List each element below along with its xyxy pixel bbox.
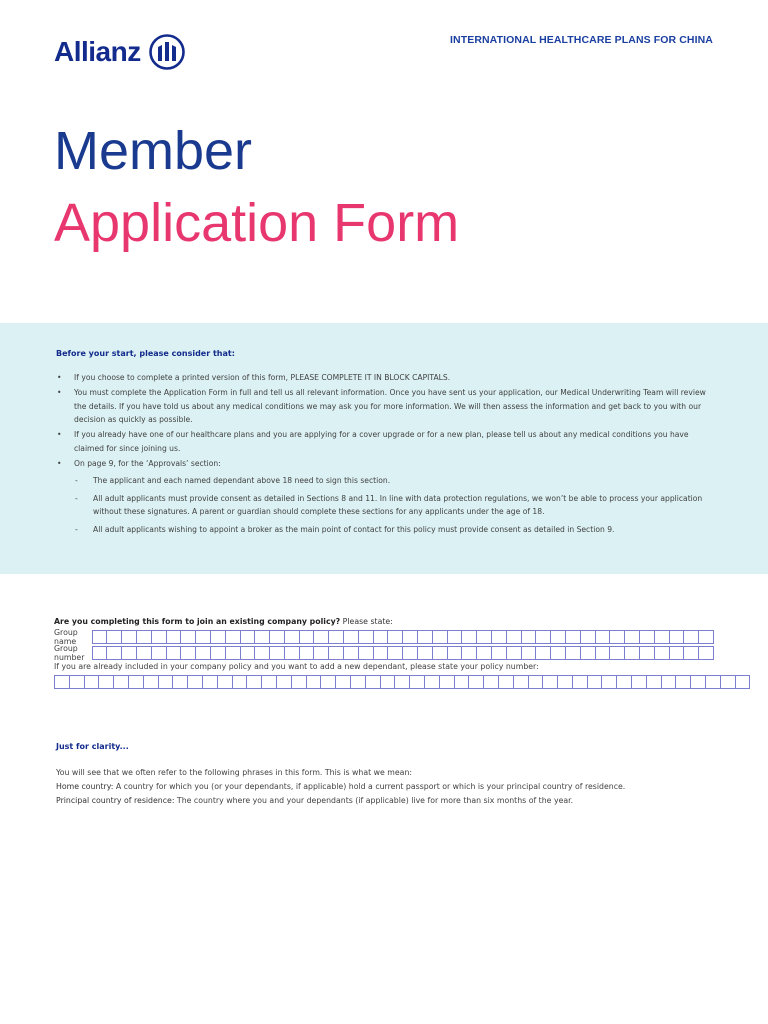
char-box[interactable] [85, 675, 100, 689]
char-box[interactable] [388, 630, 403, 644]
group-number-row [54, 645, 714, 660]
clarity-heading: Just for clarity... [56, 742, 129, 751]
residence-text: The country where you and your dependants (if applicable) live for more than six months of the year. [174, 796, 574, 805]
char-box[interactable] [676, 675, 691, 689]
policy-number-label: If you are already included in your company policy and you want to add a new dependant, please state your policy number: [54, 662, 539, 671]
char-box[interactable] [255, 630, 270, 644]
char-box[interactable] [241, 646, 256, 660]
char-box[interactable] [492, 630, 507, 644]
char-box[interactable] [706, 675, 721, 689]
char-box[interactable] [536, 630, 551, 644]
group-number-field[interactable] [92, 646, 714, 660]
char-box[interactable] [167, 630, 182, 644]
char-box[interactable] [418, 646, 433, 660]
char-box[interactable] [625, 630, 640, 644]
char-box[interactable] [167, 646, 182, 660]
char-box[interactable] [181, 630, 196, 644]
char-box[interactable] [499, 675, 514, 689]
group-name-label: Group name [54, 627, 78, 646]
char-box[interactable] [536, 646, 551, 660]
char-box[interactable] [122, 630, 137, 644]
char-box[interactable] [721, 675, 736, 689]
char-box[interactable] [137, 646, 152, 660]
char-box[interactable] [507, 646, 522, 660]
char-box[interactable] [543, 675, 558, 689]
char-box[interactable] [226, 630, 241, 644]
consider-bullet: • If you choose to complete a printed version of this form, PLEASE COMPLETE IT IN BLOCK CAPITALS. [56, 371, 712, 385]
char-box[interactable] [93, 646, 108, 660]
char-box[interactable] [114, 675, 129, 689]
approvals-item: - All adult applicants must provide consent as detailed in Sections 8 and 11. In line with data protection regulations, we won’t be able to process your application without these signatures. A parent or guardian should complete these sections for any applicants under the age of 18. [74, 492, 712, 519]
char-box[interactable] [699, 630, 714, 644]
char-box[interactable] [255, 646, 270, 660]
char-box[interactable] [329, 646, 344, 660]
char-box[interactable] [440, 675, 455, 689]
char-box[interactable] [662, 675, 677, 689]
char-box[interactable] [366, 675, 381, 689]
char-box[interactable] [462, 646, 477, 660]
char-box[interactable] [344, 646, 359, 660]
group-number-label: Group number [54, 643, 85, 662]
char-box[interactable] [152, 630, 167, 644]
char-box[interactable] [433, 630, 448, 644]
char-box[interactable] [374, 630, 389, 644]
char-box[interactable] [196, 630, 211, 644]
char-box[interactable] [247, 675, 262, 689]
char-box[interactable] [99, 675, 114, 689]
char-box[interactable] [359, 630, 374, 644]
char-box[interactable] [388, 646, 403, 660]
char-box[interactable] [374, 646, 389, 660]
char-box[interactable] [670, 646, 685, 660]
char-box[interactable] [507, 630, 522, 644]
title-application-form: Application Form [54, 193, 460, 253]
residence-definition [56, 794, 716, 808]
char-box[interactable] [588, 675, 603, 689]
char-box[interactable] [351, 675, 366, 689]
char-box[interactable] [270, 630, 285, 644]
char-box[interactable] [625, 646, 640, 660]
approvals-sublist [74, 474, 712, 536]
char-box[interactable] [181, 646, 196, 660]
char-box[interactable] [566, 630, 581, 644]
char-box[interactable] [655, 646, 670, 660]
char-box[interactable] [403, 630, 418, 644]
char-box[interactable] [566, 646, 581, 660]
char-box[interactable] [477, 646, 492, 660]
char-box[interactable] [596, 646, 611, 660]
char-box[interactable] [529, 675, 544, 689]
company-question-bold: Are you completing this form to join an existing company policy? [54, 617, 341, 626]
char-box[interactable] [433, 646, 448, 660]
home-country-text: A country for which you (or your dependants, if applicable) hold a current passport or which is your principal country of residence. [113, 782, 626, 791]
char-box[interactable] [159, 675, 174, 689]
char-box[interactable] [403, 646, 418, 660]
char-box[interactable] [602, 675, 617, 689]
char-box[interactable] [300, 630, 315, 644]
char-box[interactable] [336, 675, 351, 689]
allianz-eagle-icon [149, 34, 185, 70]
char-box[interactable] [573, 675, 588, 689]
char-box[interactable] [477, 630, 492, 644]
char-box[interactable] [670, 630, 685, 644]
char-box[interactable] [455, 675, 470, 689]
char-box[interactable] [218, 675, 233, 689]
char-box[interactable] [647, 675, 662, 689]
home-country-term: Home country: [56, 782, 114, 791]
char-box[interactable] [300, 646, 315, 660]
group-name-row [54, 629, 714, 644]
char-box[interactable] [522, 646, 537, 660]
char-box[interactable] [448, 630, 463, 644]
char-box[interactable] [596, 630, 611, 644]
char-box[interactable] [211, 646, 226, 660]
char-box[interactable] [122, 646, 137, 660]
consider-panel [0, 323, 768, 574]
char-box[interactable] [129, 675, 144, 689]
char-box[interactable] [55, 675, 70, 689]
char-box[interactable] [581, 630, 596, 644]
char-box[interactable] [462, 630, 477, 644]
char-box[interactable] [469, 675, 484, 689]
home-country-definition [56, 780, 716, 794]
char-box[interactable] [144, 675, 159, 689]
char-box[interactable] [314, 646, 329, 660]
char-box[interactable] [152, 646, 167, 660]
char-box[interactable] [425, 675, 440, 689]
char-box[interactable] [484, 675, 499, 689]
header-tagline: INTERNATIONAL HEALTHCARE PLANS FOR CHINA [450, 34, 713, 46]
char-box[interactable] [492, 646, 507, 660]
char-box[interactable] [285, 646, 300, 660]
char-box[interactable] [381, 675, 396, 689]
char-box[interactable] [699, 646, 714, 660]
company-question-rest: Please state: [340, 617, 393, 626]
policy-number-field[interactable] [54, 675, 750, 689]
char-box[interactable] [632, 675, 647, 689]
consider-heading: Before your start, please consider that: [56, 349, 235, 358]
char-box[interactable] [640, 646, 655, 660]
char-box[interactable] [418, 630, 433, 644]
char-box[interactable] [292, 675, 307, 689]
char-box[interactable] [262, 675, 277, 689]
char-box[interactable] [655, 630, 670, 644]
char-box[interactable] [684, 630, 699, 644]
char-box[interactable] [314, 630, 329, 644]
consider-bullet: • If you already have one of our healthcare plans and you are applying for a cover upgrade or for a new plan, please tell us about any medical conditions you have claimed for since joining us. [56, 428, 712, 455]
char-box[interactable] [307, 675, 322, 689]
char-box[interactable] [551, 646, 566, 660]
char-box[interactable] [522, 630, 537, 644]
char-box[interactable] [107, 630, 122, 644]
char-box[interactable] [211, 630, 226, 644]
approvals-intro: On page 9, for the ‘Approvals’ section: [74, 458, 221, 468]
char-box[interactable] [640, 630, 655, 644]
char-box[interactable] [691, 675, 706, 689]
char-box[interactable] [70, 675, 85, 689]
consider-bullet: • You must complete the Application Form in full and tell us all relevant information. Once you have sent us your application, our Medical Underwriting Team will review the details. If you have told us about any medical conditions we may ask you for more information. We will then assess the information and get back to you with our decision as quickly as possible. [56, 386, 712, 427]
company-question [54, 617, 714, 626]
char-box[interactable] [551, 630, 566, 644]
char-box[interactable] [448, 646, 463, 660]
char-box[interactable] [226, 646, 241, 660]
consider-list [56, 371, 712, 540]
char-box[interactable] [196, 646, 211, 660]
char-box[interactable] [329, 630, 344, 644]
char-box[interactable] [188, 675, 203, 689]
char-box[interactable] [277, 675, 292, 689]
char-box[interactable] [558, 675, 573, 689]
char-box[interactable] [581, 646, 596, 660]
clarity-section [56, 740, 716, 808]
char-box[interactable] [410, 675, 425, 689]
char-box[interactable] [610, 646, 625, 660]
char-box[interactable] [359, 646, 374, 660]
char-box[interactable] [270, 646, 285, 660]
approvals-item: - The applicant and each named dependant above 18 need to sign this section. [74, 474, 712, 488]
clarity-intro: You will see that we often refer to the following phrases in this form. This is what we mean: [56, 768, 413, 777]
policy-number-row [54, 674, 714, 689]
char-box[interactable] [395, 675, 410, 689]
char-box[interactable] [285, 630, 300, 644]
char-box[interactable] [321, 675, 336, 689]
char-box[interactable] [514, 675, 529, 689]
char-box[interactable] [233, 675, 248, 689]
residence-term: Principal country of residence: [56, 796, 175, 805]
char-box[interactable] [736, 675, 751, 689]
group-name-field[interactable] [92, 630, 714, 644]
char-box[interactable] [610, 630, 625, 644]
consider-bullet-approvals [56, 457, 712, 537]
char-box[interactable] [173, 675, 188, 689]
char-box[interactable] [684, 646, 699, 660]
char-box[interactable] [137, 630, 152, 644]
char-box[interactable] [203, 675, 218, 689]
title-member: Member [54, 121, 253, 181]
allianz-logo [54, 34, 185, 70]
company-policy-section [54, 617, 714, 690]
brand-name: Allianz [54, 36, 141, 67]
approvals-item: - All adult applicants wishing to appoint a broker as the main point of contact for this policy must provide consent as detailed in Section 9. [74, 523, 712, 537]
char-box[interactable] [93, 630, 108, 644]
char-box[interactable] [344, 630, 359, 644]
char-box[interactable] [617, 675, 632, 689]
char-box[interactable] [241, 630, 256, 644]
char-box[interactable] [107, 646, 122, 660]
